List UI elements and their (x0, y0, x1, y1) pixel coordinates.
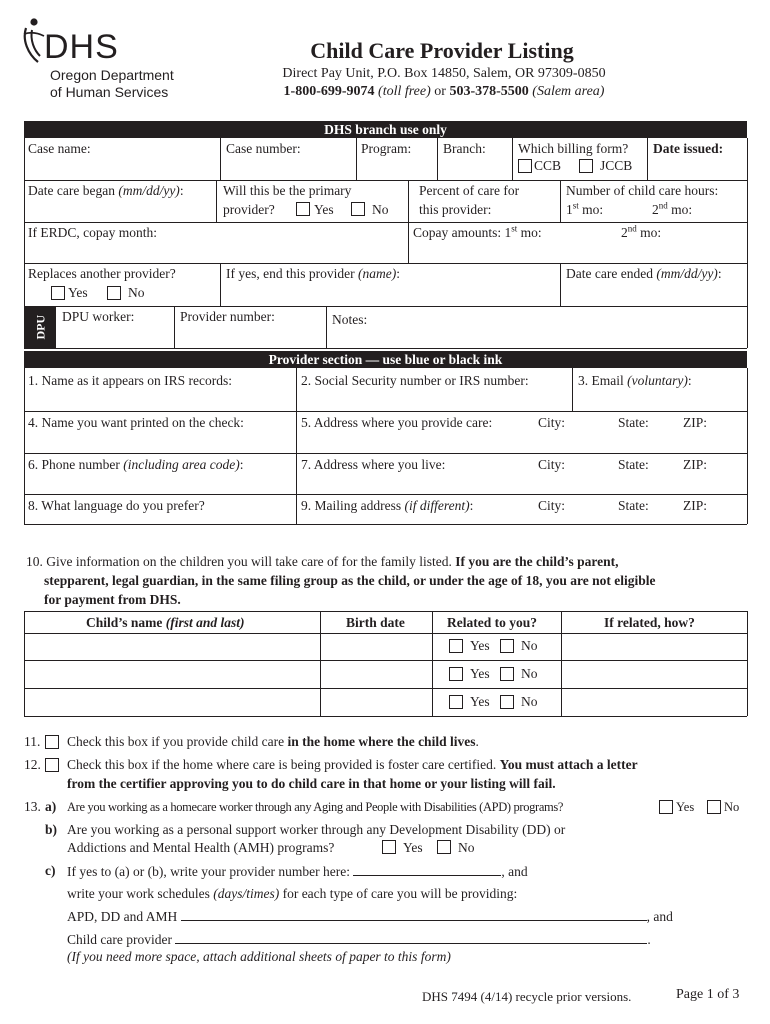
jccb-checkbox[interactable] (579, 159, 593, 173)
q13b-text1: Are you working as a personal support worker through any Development Disability (DD) or (67, 822, 566, 837)
date-care-began-label: Date care began (28, 183, 115, 198)
q13a-no-label: No (724, 800, 740, 814)
q13c-text2b: (days/times) (213, 886, 280, 901)
phone-salem: 503-378-5500 (449, 84, 529, 99)
q13b-no-checkbox[interactable] (437, 840, 451, 854)
no-label: No (521, 666, 538, 681)
hours-first-month-field[interactable] (566, 202, 603, 218)
q12-bold2: from the certifier approving you to do child care in that home or your listing will fail. (67, 776, 556, 791)
logo-acronym: DHS (44, 28, 119, 66)
col-related: Related to you? (447, 615, 537, 630)
care-address-field[interactable]: 5. Address where you provide care: (301, 415, 493, 430)
q11-text (67, 734, 479, 750)
q10-text: 10. Give information on the children you will take care of for the family listed. (26, 554, 452, 569)
q12-main: Check this box if the home where care is being provided is foster care certified. (67, 757, 497, 772)
page-number: Page 1 of 3 (676, 987, 740, 1002)
ssn-field[interactable]: 2. Social Security number or IRS number: (301, 373, 529, 388)
q11-main: Check this box if you provide child care (67, 734, 285, 749)
primary-no-checkbox[interactable] (351, 202, 365, 216)
care-city-field[interactable]: City: (538, 415, 566, 430)
q11-checkbox[interactable] (45, 735, 59, 749)
provider-number-input[interactable] (353, 863, 501, 876)
header-address-block (268, 65, 620, 101)
yes-label: Yes (470, 694, 490, 709)
col-name-hint: (first and last) (165, 615, 245, 630)
replaces-no-label: No (128, 285, 145, 300)
col-child-name (86, 615, 245, 631)
child2-related-no-checkbox[interactable] (500, 667, 514, 681)
colon: : (717, 266, 722, 281)
logo-line2: of Human Services (50, 84, 169, 100)
logo-line1: Oregon Department (50, 67, 174, 83)
col-name-text: Child’s name (86, 615, 163, 630)
apd-schedule-input[interactable] (181, 908, 647, 921)
jccb-label: JCCB (600, 158, 633, 173)
primary-yes-label: Yes (314, 202, 334, 217)
second-num: 2 (621, 225, 628, 240)
date-issued-field[interactable]: Date issued: (653, 141, 724, 156)
replaces-no-checkbox[interactable] (107, 286, 121, 300)
q13c-text2c: for each type of care you will be providing: (282, 886, 518, 901)
q13b-text2: Addictions and Mental Health (AMH) programs? (67, 840, 335, 855)
erdc-copay-month-field[interactable]: If ERDC, copay month: (28, 225, 157, 240)
copay-second-month-field[interactable] (621, 225, 661, 241)
no-label: No (521, 638, 538, 653)
q13b-yes-label: Yes (403, 840, 423, 855)
email-hint: (voluntary) (627, 373, 688, 388)
home-address-field[interactable]: 7. Address where you live: (301, 457, 446, 472)
q13c-text1-main: If yes to (a) or (b), write your provider number here: (67, 864, 351, 879)
q12-text (67, 757, 638, 773)
q10-bold1: If you are the child’s parent, (455, 554, 619, 569)
ccp-end: . (647, 932, 651, 947)
ccp-label: Child care provider (67, 932, 172, 947)
nd-suffix: nd (627, 223, 637, 234)
program-field[interactable]: Program: (361, 141, 412, 156)
date-care-ended-field[interactable] (566, 266, 722, 282)
q12-number: 12. (24, 757, 41, 772)
q10-bold2: stepparent, legal guardian, in the same filing group as the child, or under the age of 18, you are not eligible (44, 573, 656, 588)
primary-yes-checkbox[interactable] (296, 202, 310, 216)
mailing-city-field[interactable]: City: (538, 498, 566, 513)
q13a-no-checkbox[interactable] (707, 800, 721, 814)
q13b-marker: b) (45, 822, 58, 837)
colon: : (469, 498, 474, 513)
q13a-marker: a) (45, 799, 57, 814)
or-text: or (434, 84, 446, 99)
care-zip-field[interactable]: ZIP: (683, 415, 708, 430)
ccb-label: CCB (534, 158, 562, 173)
copay-first-month-field[interactable] (413, 225, 542, 241)
ccb-checkbox[interactable] (518, 159, 532, 173)
q13c-text2a: write your work schedules (67, 886, 210, 901)
st-suffix: st (511, 223, 518, 234)
apd-schedule-row (67, 908, 673, 925)
q13a-yes-label: Yes (676, 800, 695, 814)
primary-provider-question-line2: provider? (223, 202, 275, 217)
col-how-related: If related, how? (604, 615, 695, 630)
child2-related-yes-checkbox[interactable] (449, 667, 463, 681)
irs-name-field[interactable]: 1. Name as it appears on IRS records: (28, 373, 232, 388)
q12-bold1: You must attach a letter (499, 757, 638, 772)
email-label: 3. Email (578, 373, 624, 388)
phone-field[interactable] (28, 457, 243, 473)
home-state-field[interactable]: State: (618, 457, 649, 472)
q11-bold: in the home where the child lives (287, 734, 476, 749)
mailing-state-field[interactable]: State: (618, 498, 649, 513)
logo-department-name (50, 67, 174, 101)
mo-label: mo: (582, 202, 604, 217)
q13b-yes-checkbox[interactable] (382, 840, 396, 854)
billing-form-label: Which billing form? (518, 141, 629, 156)
mo-label: mo: (640, 225, 662, 240)
q13-number: 13. (24, 799, 41, 814)
replaces-yes-checkbox[interactable] (51, 286, 65, 300)
child-care-hours-label: Number of child care hours: (566, 183, 719, 198)
q10-instructions (26, 552, 750, 609)
no-label: No (521, 694, 538, 709)
q13b-no-label: No (458, 840, 475, 855)
q11-number: 11. (24, 734, 41, 749)
colon: : (687, 373, 692, 388)
provider-number-field[interactable]: Provider number: (180, 309, 275, 324)
mailing-address-field[interactable] (301, 498, 473, 514)
date-format-hint: (mm/dd/yy) (118, 183, 180, 198)
nd-suffix: nd (658, 200, 668, 211)
q13c-text2 (67, 886, 517, 902)
phone-tollfree: 1-800-699-9074 (283, 84, 375, 99)
st-suffix: st (572, 200, 579, 211)
care-state-field[interactable]: State: (618, 415, 649, 430)
child3-related-no-checkbox[interactable] (500, 695, 514, 709)
mailing-hint: (if different) (404, 498, 470, 513)
primary-no-label: No (372, 202, 389, 217)
q13a-text: Are you working as a homecare worker through any Aging and People with Disabilities (APD) programs? (67, 800, 564, 814)
colon: : (396, 266, 400, 281)
q10-bold3: for payment from DHS. (44, 592, 181, 607)
q11-end: . (475, 734, 479, 749)
copay-label: Copay amounts: 1 (413, 225, 512, 240)
salem-label: (Salem area) (532, 84, 605, 99)
header-address: Direct Pay Unit, P.O. Box 14850, Salem, OR 97309-0850 (282, 66, 606, 81)
header-phones (268, 83, 620, 101)
q13a-yes-checkbox[interactable] (659, 800, 673, 814)
yes-label: Yes (470, 666, 490, 681)
colon: : (179, 183, 184, 198)
name-hint: (name) (357, 266, 397, 281)
dpu-text: DPU (33, 314, 48, 340)
page-title: Child Care Provider Listing (310, 38, 574, 63)
ccp-schedule-row (67, 931, 651, 948)
second-num: 2 (652, 202, 659, 217)
branch-section-bar: DHS branch use only (24, 121, 747, 138)
q13c-marker: c) (45, 863, 56, 878)
first-num: 1 (566, 202, 573, 217)
end-provider-field[interactable] (226, 266, 400, 282)
end-provider-label: If yes, end this provider (226, 266, 355, 281)
email-field[interactable] (578, 373, 692, 389)
child3-related-yes-checkbox[interactable] (449, 695, 463, 709)
mo-label: mo: (671, 202, 693, 217)
date-format-hint: (mm/dd/yy) (656, 266, 718, 281)
ccp-schedule-input[interactable] (175, 931, 647, 944)
phone-hint: (including area code) (123, 457, 240, 472)
home-city-field[interactable]: City: (538, 457, 566, 472)
child1-related-no-checkbox[interactable] (500, 639, 514, 653)
mailing-zip-field[interactable]: ZIP: (683, 498, 708, 513)
tollfree-label: (toll free) (378, 84, 431, 99)
notes-field[interactable]: Notes: (332, 312, 368, 327)
q13c-and: , and (501, 864, 528, 879)
home-zip-field[interactable]: ZIP: (683, 457, 708, 472)
q12-checkbox[interactable] (45, 758, 59, 772)
branch-field[interactable]: Branch: (443, 141, 486, 156)
provider-section-bar: Provider section — use blue or black ink (24, 351, 747, 368)
case-name-field[interactable]: Case name: (28, 141, 91, 156)
replaces-yes-label: Yes (68, 285, 88, 300)
child1-related-yes-checkbox[interactable] (449, 639, 463, 653)
replaces-provider-label: Replaces another provider? (28, 266, 176, 281)
form-number: DHS 7494 (4/14) recycle prior versions. (422, 989, 632, 1004)
percent-care-label[interactable]: Percent of care for (419, 183, 520, 198)
case-number-field[interactable]: Case number: (226, 141, 301, 156)
phone-label: 6. Phone number (28, 457, 120, 472)
hours-second-month-field[interactable] (652, 202, 692, 218)
percent-care-label-line2: this provider: (419, 202, 492, 217)
mailing-label: 9. Mailing address (301, 498, 402, 513)
mo-label: mo: (520, 225, 542, 240)
colon: : (239, 457, 244, 472)
apd-end: , and (646, 909, 673, 924)
check-name-field[interactable]: 4. Name you want printed on the check: (28, 415, 244, 430)
apd-label: APD, DD and AMH (67, 909, 178, 924)
date-ended-label: Date care ended (566, 266, 653, 281)
q13c-text1 (67, 863, 528, 880)
primary-provider-question: Will this be the primary (223, 183, 352, 198)
language-field[interactable]: 8. What language do you prefer? (28, 498, 205, 513)
more-space-note: (If you need more space, attach additional sheets of paper to this form) (67, 949, 451, 964)
date-care-began-field[interactable] (28, 183, 184, 199)
yes-label: Yes (470, 638, 490, 653)
col-birth-date: Birth date (346, 615, 405, 630)
dpu-worker-field[interactable]: DPU worker: (62, 309, 135, 324)
